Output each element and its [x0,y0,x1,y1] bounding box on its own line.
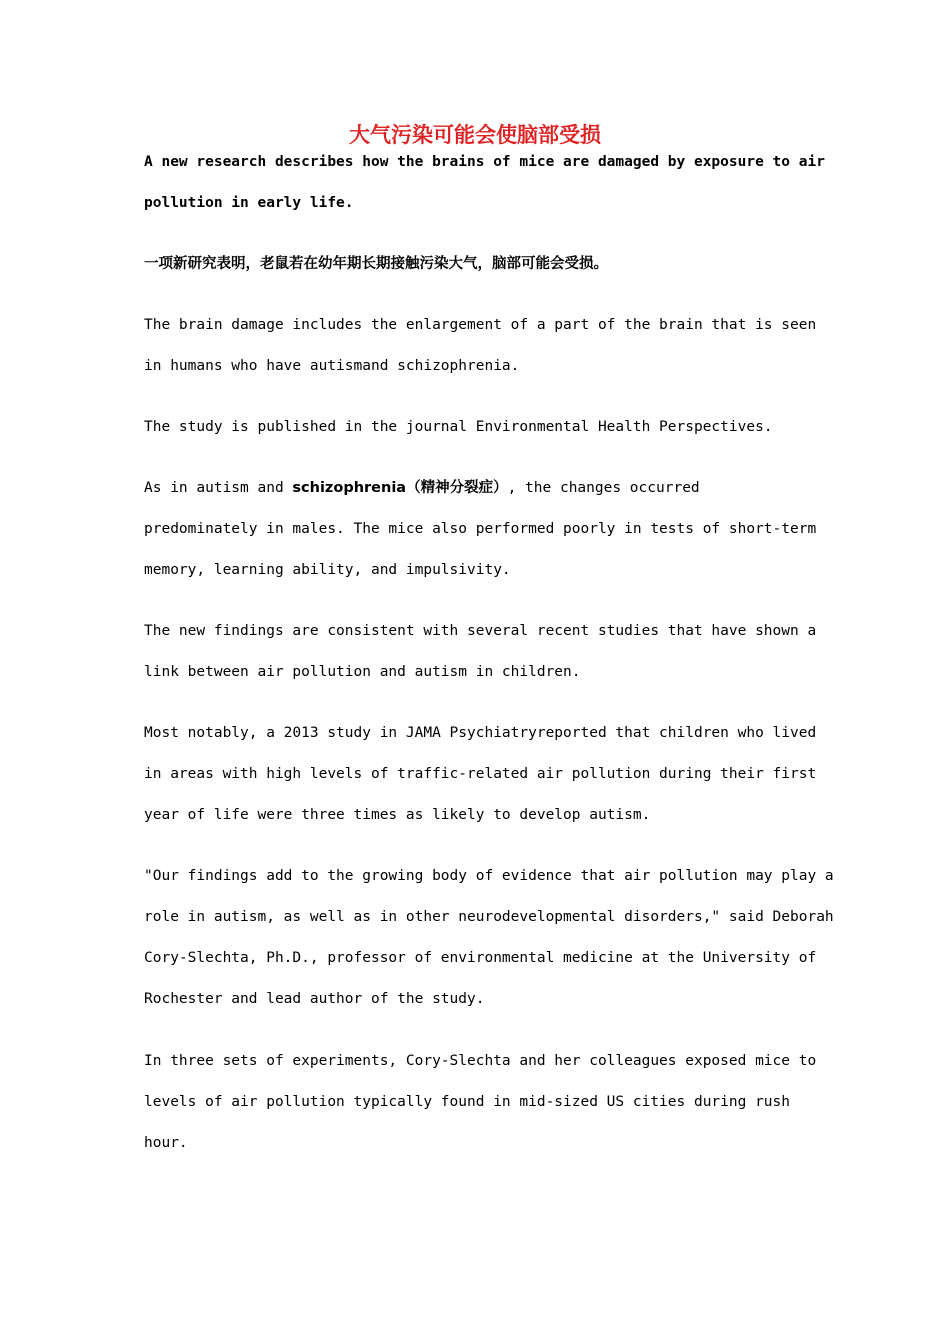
chinese-summary: 一项新研究表明，老鼠若在幼年期长期接触污染大气，脑部可能会受损。 [144,256,608,272]
paragraph-line: memory, learning ability, and impulsivity. [144,562,511,578]
quote-line: role in autism, as well as in other neurodevelopmental disorders," said Deborah [144,909,834,925]
paragraph-line: The new findings are consistent with several recent studies that have shown a [144,623,817,639]
article-title: 大气污染可能会使脑部受损 [349,123,601,147]
bold-term: schizophrenia（精神分裂症） [292,480,508,496]
paragraph-line: The brain damage includes the enlargement of a part of the brain that is seen [144,317,817,333]
quote-line: "Our findings add to the growing body of evidence that air pollution may play a [144,868,834,884]
text-span: , the changes occurred [507,480,700,496]
paragraph-line: Most notably, a 2013 study in JAMA Psychiatryreported that children who lived [144,725,817,741]
paragraph-line: in areas with high levels of traffic-related air pollution during their first [144,766,817,782]
intro-line-1: A new research describes how the brains of mice are damaged by exposure to air [144,154,825,170]
paragraph-line: hour. [144,1135,188,1151]
paragraph-line: In three sets of experiments, Cory-Slechta and her colleagues exposed mice to [144,1053,817,1069]
paragraph-line: year of life were three times as likely to develop autism. [144,807,651,823]
quote-line: Rochester and lead author of the study. [144,991,485,1007]
text-span: As in autism and [144,480,293,496]
intro-line-2: pollution in early life. [144,195,354,211]
paragraph-line: link between air pollution and autism in children. [144,664,581,680]
paragraph-line: in humans who have autismand schizophrenia. [144,358,520,374]
paragraph-line: The study is published in the journal Environmental Health Perspectives. [144,419,773,435]
paragraph-line: levels of air pollution typically found in mid-sized US cities during rush [144,1094,791,1110]
paragraph-line: predominately in males. The mice also performed poorly in tests of short-term [144,521,817,537]
paragraph-line [144,478,700,498]
quote-line: Cory-Slechta, Ph.D., professor of environmental medicine at the University of [144,950,817,966]
